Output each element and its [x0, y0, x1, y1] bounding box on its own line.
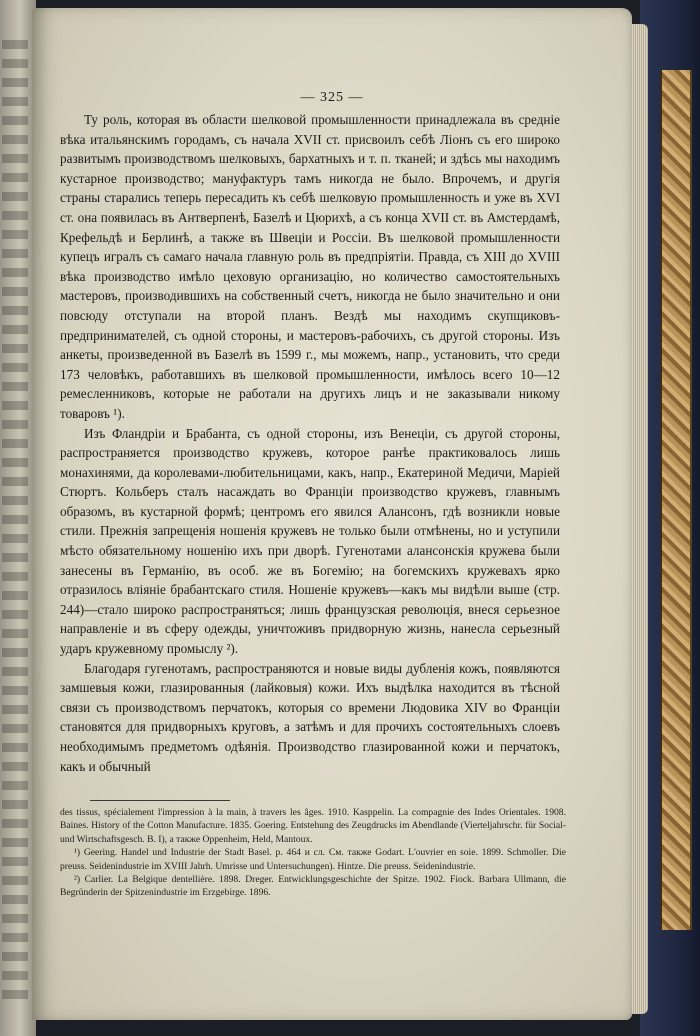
footnote-2: ²) Carlier. La Belgique dentellière. 1898. Dreger. Entwicklungsgeschichte der Spitze. 1902. Fiock. Barbara Ullmann, die Begründerin der Spitzenindustrie im Erzgebirge. 1896.: [60, 874, 566, 899]
paragraph-leather: Благодаря гугенотамъ, распространяются и новые виды дубленія кожъ, появляются замшевыя кожи, глазированныя (лайковыя) кожи. Ихъ выдѣлка находится въ тѣсной связи съ производствомъ перчатокъ, которыя со времени Людовика XIV во Франціи становятся для придворныхъ круговъ, а затѣмъ и для прочихъ состоятельныхъ слоевъ необходимымъ предметомъ одѣянія. Производство глазированной кожи и перчатокъ, какъ и обычный: [60, 660, 560, 774]
body-text: [60, 110, 560, 776]
page-number: — 325 —: [300, 90, 364, 105]
paragraph-silk: Ту роль, которая въ области шелковой промышленности принадлежала въ средніе вѣка итальянскимъ городамъ, съ начала XVII ст. присвоилъ себѣ Ліонъ съ его широко развитымъ производствомъ шелковыхъ, бархатныхъ и т. п. тканей; и здѣсь мы находимъ кустарное производство; мануфактуръ тамъ никогда не было. Впрочемъ, и другія страны старались теперь пересадить къ себѣ шелковую промышленность и уже въ XVI ст. она появилась въ Антверпенѣ, Базелѣ и Цюрихѣ, а съ конца XVII ст. въ Амстердамѣ, Крефельдѣ и Берлинѣ, а также въ Швеціи и Россіи. Въ шелковой промышленности купецъ игралъ съ самаго начала главную роль въ предпріятіи. Правда, съ XIII до XVIII вѣка производство имѣло цеховую организацію, но количество самостоятельныхъ мастеровъ, производившихъ на собственный счетъ, никогда не было значительно и они повсюду отступали на второй планъ. Вездѣ мы находимъ скупщиковъ-предпринимателей, съ одной стороны, и мастеровъ-рабочихъ, съ другой стороны. Изъ анкеты, произведенной въ Базелѣ въ 1599 г., мы можемъ, напр., установить, что среди 173 человѣкъ, работавшихъ въ шелковой промышленности, имѣлось всего 10—12 ремесленниковъ, которые не работали на другихъ лицъ и не заказывали никому товаровъ ¹).: [60, 112, 560, 421]
left-page-edge: [0, 0, 36, 1036]
footnote-rule: [90, 800, 230, 801]
footnote-continued: des tissus, spécialement l'impression à la main, à travers les âges. 1910. Kasppelin. La compagnie des Indes Orientales. 1908. Baines. History of the Cotton Manufacture. 1835. Goering. Entstehung des Zeugdrucks im Abendlande (Vierteljahrschr. für Social- und Wirtschaftsgesch. B. I), а также Oppenheim, Held, Mantoux.: [60, 807, 566, 845]
footnote-1: ¹) Geering. Handel und Industrie der Stadt Basel. p. 464 и сл. См. также Godart. L'ouvrier en soie. 1899. Schmoller. Die preuss. Seidenindustrie im XVIII Jahrh. Umrisse und Untersuchungen). Hintze. Die preuss. Seidenindustrie.: [60, 847, 566, 872]
left-page-text-ghost: [2, 40, 28, 1000]
paragraph-lace: Изъ Фландріи и Брабанта, съ одной стороны, изъ Венеціи, съ другой стороны, распространяется производство кружевъ, которое ранѣе практиковалось лишь монахинями, да королевами-любительницами, какъ, напр., Екатериной Медичи, Маріей Стюртъ. Кольберъ сталъ насаждать во Франціи производство кружевъ, главнымъ образомъ, въ кустарной формѣ; центромъ его явился Алансонъ, гдѣ возникли новые стили. Прежнія запрещенія ношенія кружевъ не только были отмѣнены, но и уступили мѣсто обязательному ношенію ихъ при дворѣ. Гугенотами алансонскія кружева были занесены въ Германію, въ особ. же въ Богемію; на богемскихъ кружевахъ ярко отразилось вліяніе брабантскаго стиля. Ношеніе кружевъ—какъ мы видѣли выше (стр. 244)—стало широко распространяться; лишь французская революція, внеся серьезное направленіе и въ сферу одежды, уничтоживъ придворную жизнь, нанесла серьезный ударъ кружевному промыслу ²).: [60, 425, 560, 657]
cover-decorative-stripe: [660, 70, 692, 930]
book-page: [32, 8, 632, 1020]
footnotes: [60, 806, 566, 900]
